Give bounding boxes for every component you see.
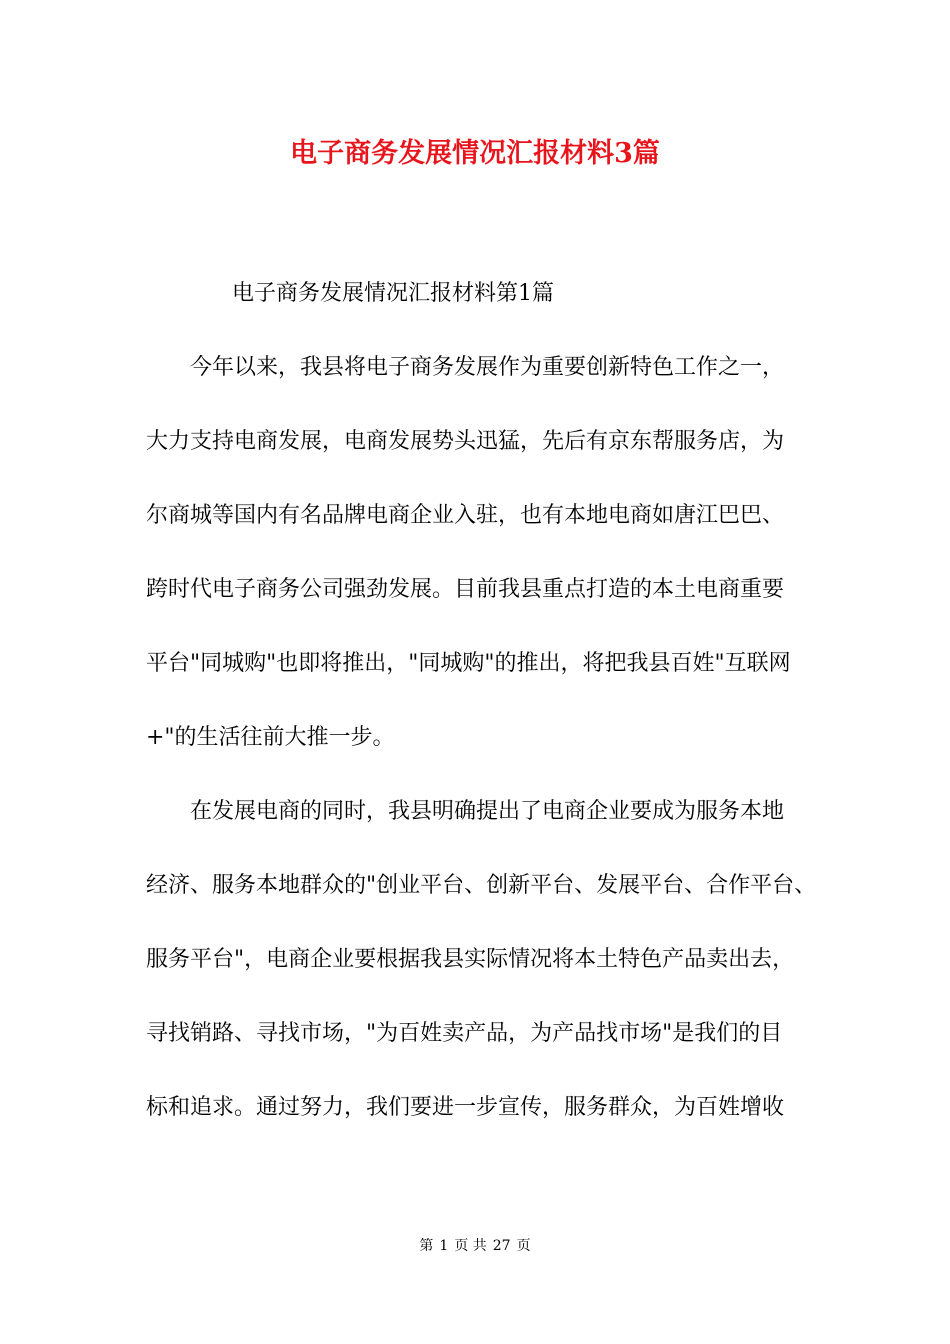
body-line-2: 大力支持电商发展，电商发展势头迅猛，先后有京东帮服务店，为: [146, 429, 785, 454]
body-line-9: 服务平台"，电商企业要根据我县实际情况将本土特色产品卖出去，: [146, 947, 795, 972]
body-line-11: 标和追求。通过努力，我们要进一步宣传，服务群众，为百姓增收: [146, 1095, 785, 1120]
footer-total-pages: 27: [492, 1238, 511, 1254]
document-title: 电子商务发展情况汇报材料3篇: [290, 138, 660, 169]
body-line-3: 尔商城等国内有名品牌电商企业入驻，也有本地电商如唐江巴巴、: [146, 503, 785, 528]
page-footer: [0, 1236, 950, 1256]
body-line-10: 寻找销路、寻找市场，"为百姓卖产品，为产品找市场"是我们的目: [146, 1021, 783, 1046]
body-line-4: 跨时代电子商务公司强劲发展。目前我县重点打造的本土电商重要: [146, 577, 785, 602]
footer-middle: 页 共: [454, 1238, 487, 1254]
body-line-7: 在发展电商的同时，我县明确提出了电商企业要成为服务本地: [190, 799, 785, 824]
body-line-6: +"的生活往前大推一步。: [146, 725, 395, 750]
body-line-8: 经济、服务本地群众的"创业平台、创新平台、发展平台、合作平台、: [146, 873, 817, 898]
section-heading: 电子商务发展情况汇报材料第1篇: [232, 281, 554, 306]
body-line-1: 今年以来，我县将电子商务发展作为重要创新特色工作之一，: [190, 355, 785, 380]
footer-suffix: 页: [516, 1238, 531, 1254]
footer-page-number: 1: [439, 1238, 449, 1254]
footer-prefix: 第: [419, 1238, 434, 1254]
body-line-5: 平台"同城购"也即将推出，"同城购"的推出，将把我县百姓"互联网: [146, 651, 791, 676]
